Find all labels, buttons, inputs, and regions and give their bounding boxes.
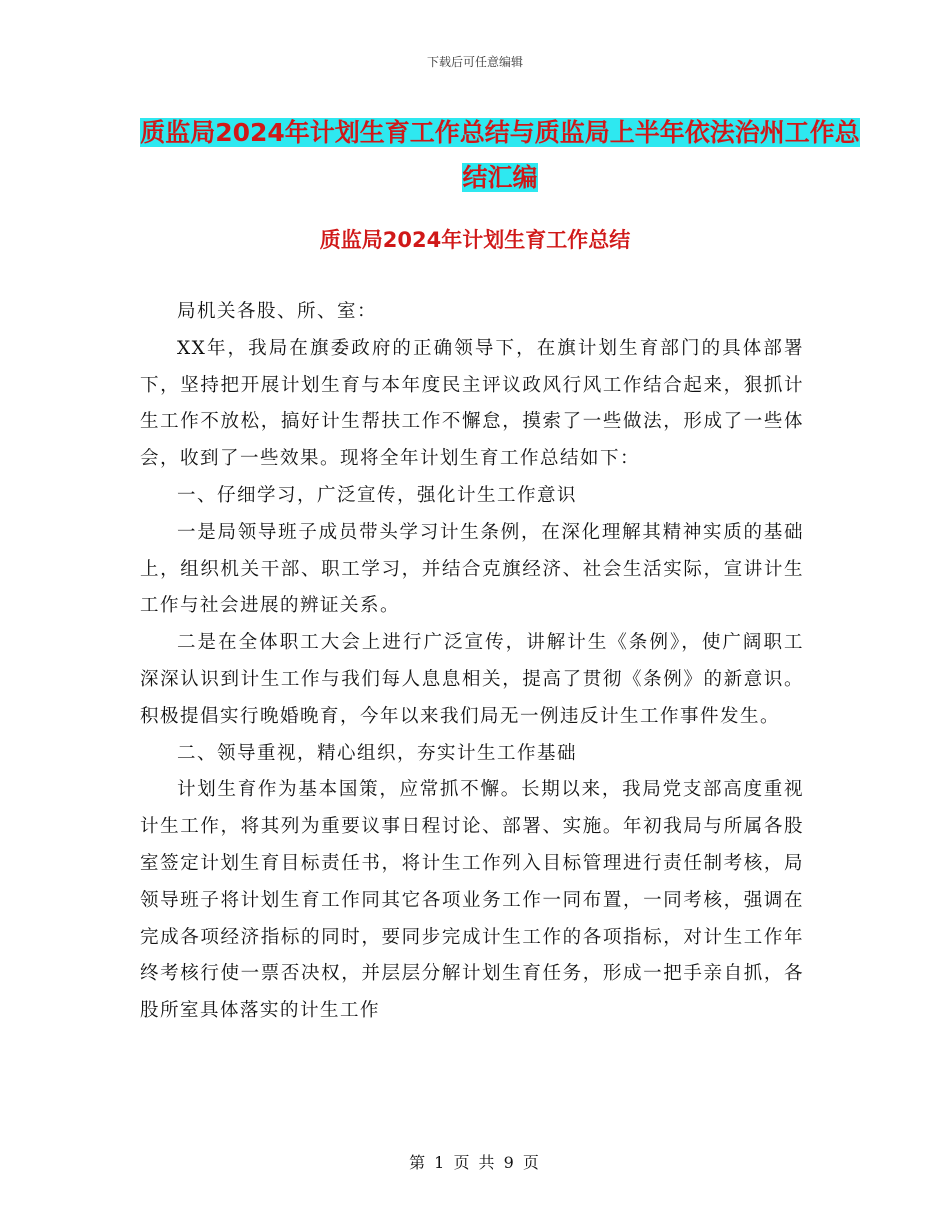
body-paragraph: 二是在全体职工大会上进行广泛宣传，讲解计生《条例》，使广阔职工深深认识到计生工作与我们每人息息相关，提高了贯彻《条例》的新意识。积极提倡实行晚婚晚育，今年以来我们局无一例违反计生工作事件发生。 [140,632,804,727]
document-body [140,294,804,1030]
page-number: 第 1 页 共 9 页 [409,1153,541,1172]
header-note: 下载后可任意编辑 [426,55,523,69]
section-heading: 二、领导重视，精心组织，夯实计生工作基础 [177,742,578,764]
body-paragraph: 计划生育作为基本国策，应常抓不懈。长期以来，我局党支部高度重视计生工作，将其列为重要议事日程讨论、部署、实施。年初我局与所属各股室签定计划生育目标责任书，将计生工作列入目标管理进行责任制考核，局领导班子将计划生育工作同其它各项业务工作一同布置，一同考核，强调在完成各项经济指标的同时，要同步完成计生工作的各项指标，对计生工作年终考核行使一票否决权，并层层分解计划生育任务，形成一把手亲自抓，各股所室具体落实的计生工作 [140,779,804,1022]
document-title-text: 质监局2024年计划生育工作总结与质监局上半年依法治州工作总结汇编 [140,118,860,192]
body-paragraph: XX年，我局在旗委政府的正确领导下，在旗计划生育部门的具体部署下，坚持把开展计划生育与本年度民主评议政风行风工作结合起来，狠抓计生工作不放松，搞好计生帮扶工作不懈怠，摸索了一些做法，形成了一些体会，收到了一些效果。现将全年计划生育工作总结如下： [140,337,804,470]
salutation: 局机关各股、所、室： [177,301,378,322]
section-title: 质监局2024年计划生育工作总结 [319,228,631,252]
body-paragraph: 一是局领导班子成员带头学习计生条例，在深化理解其精神实质的基础上，组织机关干部、职工学习，并结合克旗经济、社会生活实际，宣讲计生工作与社会进展的辨证关系。 [140,521,804,617]
document-title [140,110,860,200]
section-heading: 一、仔细学习，广泛宣传，强化计生工作意识 [177,484,578,506]
